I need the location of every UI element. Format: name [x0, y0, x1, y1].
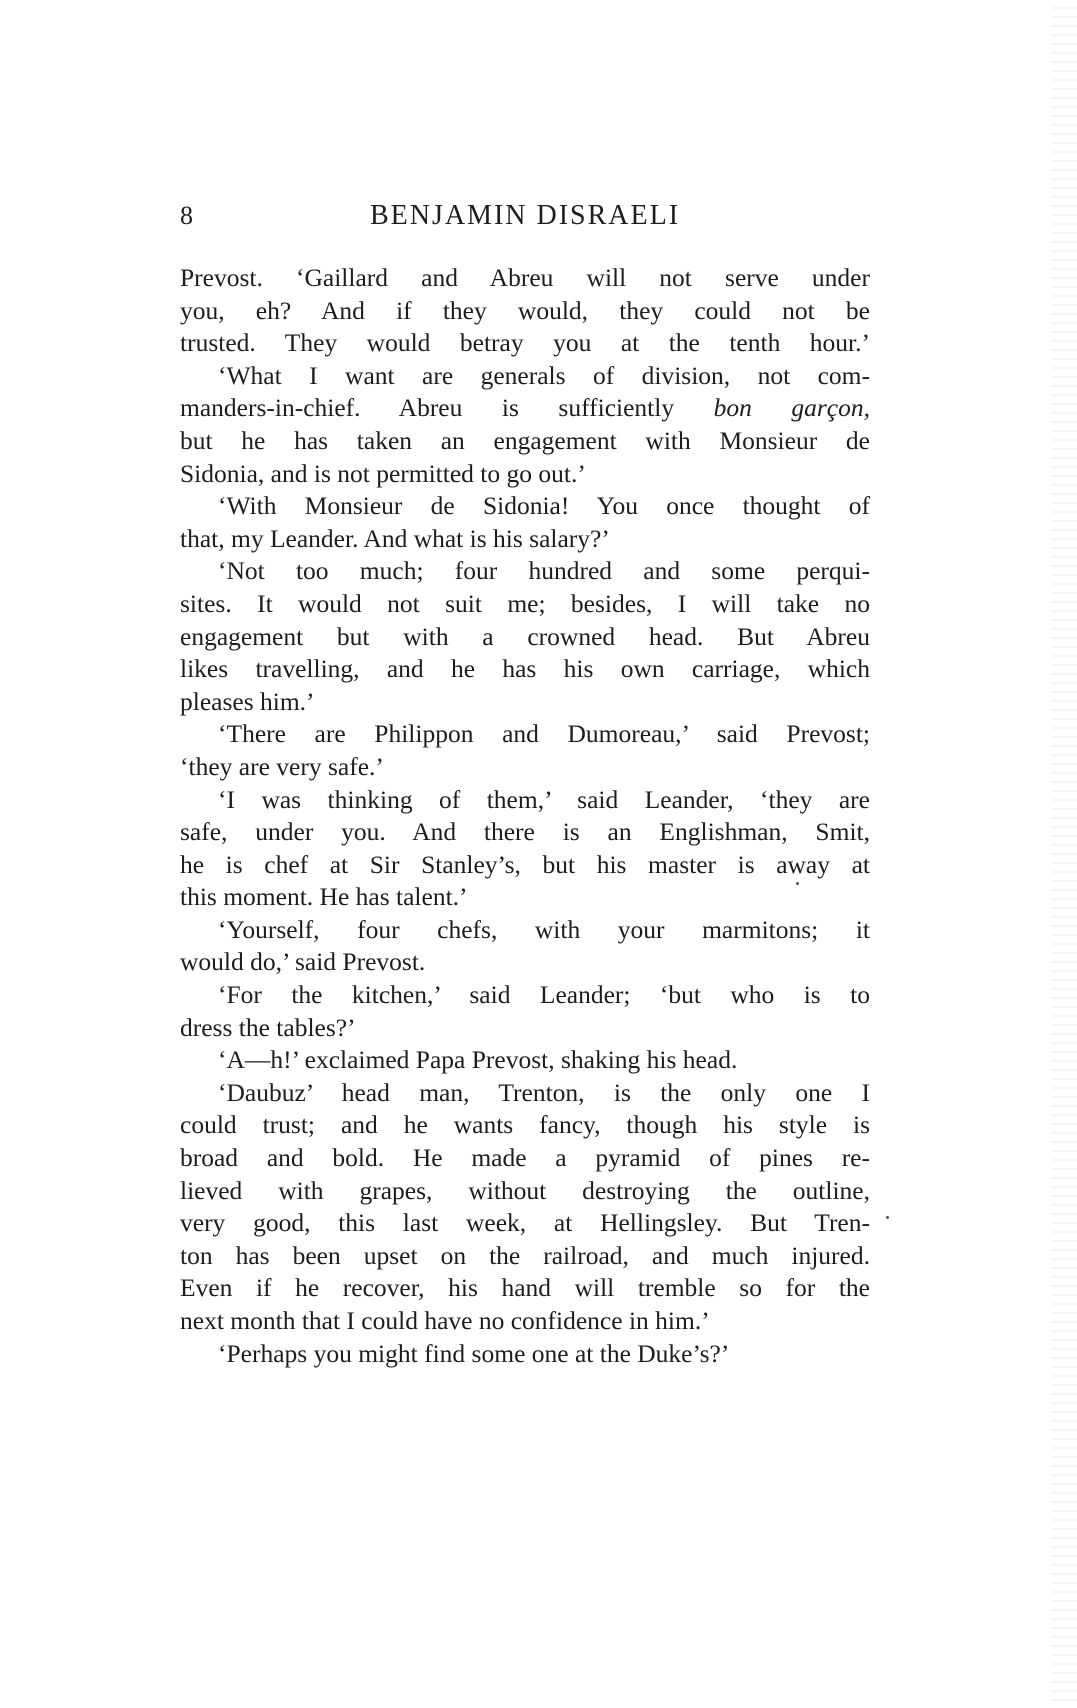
text-line: ‘With Monsieur de Sidonia! You once thought of: [218, 491, 870, 521]
text-line: very good, this last week, at Hellingsley. But Tren-: [180, 1208, 870, 1238]
text-line: that, my Leander. And what is his salary?’: [180, 523, 610, 553]
ink-speck: [796, 882, 799, 885]
text-line: you, eh? And if they would, they could not be: [180, 295, 870, 325]
text-line: dress the tables?’: [180, 1012, 356, 1042]
text-line: next month that I could have no confidence in him.’: [180, 1306, 710, 1335]
text-line: Even if he recover, his hand will tremble so for the: [180, 1273, 870, 1303]
text-line: ‘Daubuz’ head man, Trenton, is the only one I: [218, 1077, 870, 1107]
text-line: ‘they are very safe.’: [180, 751, 384, 781]
text-line: ‘A—h!’ exclaimed Papa Prevost, shaking his head.: [218, 1045, 738, 1075]
text-line-with-italic: [180, 392, 870, 425]
text-line: broad and bold. He made a pyramid of pines re-: [180, 1143, 870, 1173]
text-line: trusted. They would betray you at the tenth hour.’: [180, 328, 870, 358]
running-head: BENJAMIN DISRAELI: [369, 200, 681, 231]
text-line: but he has taken an engagement with Monsieur de: [180, 425, 870, 455]
text-line: ‘There are Philippon and Dumoreau,’ said Prevost;: [218, 719, 870, 749]
text-line: ‘For the kitchen,’ said Leander; ‘but who is to: [218, 980, 870, 1010]
text-line: lieved with grapes, without destroying the outline,: [180, 1175, 870, 1205]
text-line: he is chef at Sir Stanley’s, but his master is away at: [180, 849, 870, 879]
text-line: ‘What I want are generals of division, not com-: [218, 360, 870, 390]
text-line: pleases him.’: [180, 686, 315, 716]
text-line: this moment. He has talent.’: [180, 882, 468, 912]
text-line: safe, under you. And there is an Englishman, Smit,: [180, 817, 870, 847]
text-line: ‘Not too much; four hundred and some perqui-: [218, 556, 870, 586]
text-line: ‘Perhaps you might find some one at the Duke’s?’: [218, 1338, 730, 1368]
body-text: [180, 262, 870, 1370]
text-line: Sidonia, and is not permitted to go out.’: [180, 458, 586, 488]
page-header: [180, 196, 870, 236]
text-line: ‘Yourself, four chefs, with your marmitons; it: [218, 914, 870, 944]
italic-phrase: bon garçon,: [713, 393, 870, 423]
text-line: likes travelling, and he has his own carriage, which: [180, 654, 870, 684]
text-line: engagement but with a crowned head. But Abreu: [180, 621, 870, 651]
text-line: Prevost. ‘Gaillard and Abreu will not serve under: [180, 263, 870, 292]
text-line: ‘I was thinking of them,’ said Leander, ‘they are: [218, 784, 870, 814]
page-number: 8: [180, 201, 193, 230]
ink-speck: [886, 1216, 889, 1219]
text-segment: manders-in-chief. Abreu is sufficiently: [180, 393, 714, 423]
text-line: could trust; and he wants fancy, though his style is: [180, 1110, 870, 1140]
text-line: would do,’ said Prevost.: [180, 947, 426, 977]
text-line: sites. It would not suit me; besides, I will take no: [180, 588, 870, 618]
scan-edge-noise: [1051, 0, 1077, 1708]
text-line: ton has been upset on the railroad, and much injured.: [180, 1240, 870, 1270]
